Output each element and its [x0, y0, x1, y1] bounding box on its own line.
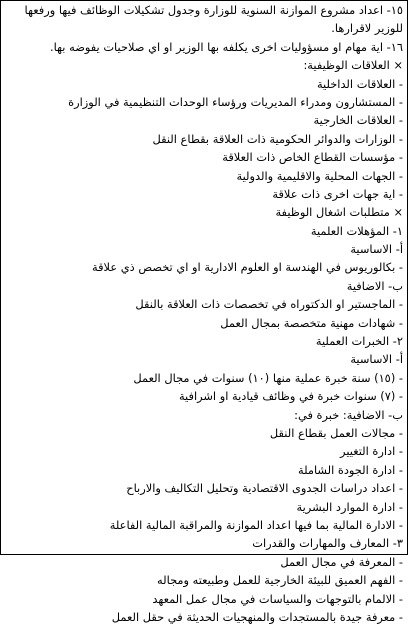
text-line: ب- الاضافية — [346, 278, 403, 293]
text-line: - ادارة الجودة الشاملة — [297, 462, 403, 477]
text-line: - الماجستير او الدكتوراه في تخصصات ذات العلاقة بالنقل — [135, 297, 403, 312]
text-line: ١٦- اية مهام او مسؤوليات اخرى يكلفه بها الوزير او اي صلاحيات يفوضه بها. — [49, 39, 403, 54]
text-line: أ- الاساسية — [350, 352, 403, 367]
text-line: - معرفة جيدة بالمستجدات والمنهجيات الحديثة في حقل العمل — [111, 609, 403, 624]
text-line: - اية جهات اخرى ذات علاقة — [272, 186, 403, 201]
text-line: ١٥- اعداد مشروع الموازنة السنوية للوزارة وجدول تشكيلات الوظائف فيها ورفعها — [24, 3, 403, 17]
text-line: - الجهات المحلية والاقليمية والدولية — [236, 168, 403, 183]
text-line: - مؤسسات القطاع الخاص ذات العلاقة — [222, 150, 403, 165]
text-line: ٣- المعارف والمهارات والقدرات — [252, 536, 403, 551]
text-line: - اعداد دراسات الجدوى الاقتصادية وتحليل التكاليف والارباح — [126, 481, 403, 496]
text-line: - ادارة الموارد البشرية — [296, 499, 403, 514]
text-line: أ- الاساسية — [350, 242, 403, 257]
text-line: - المستشارون ومدراء المديريات ورؤساء الوحدات التنظيمية في الوزارة — [68, 94, 403, 109]
text-line: للوزير لاقرارها. — [331, 21, 403, 36]
text-line: - بكالوريوس في الهندسة او العلوم الادارية او اي تخصص ذي علاقة — [92, 260, 403, 275]
text-line: - (١٥) سنة خبرة عملية منها (١٠) سنوات في مجال العمل — [133, 370, 403, 385]
text-line: × متطلبات اشغال الوظيفة — [275, 205, 403, 220]
text-line: - المعرفة في مجال العمل — [280, 554, 403, 569]
text-line: - العلاقات الداخلية — [316, 76, 403, 91]
text-line: - ادارة التغيير — [340, 444, 403, 459]
text-line: ١- المؤهلات العلمية — [310, 223, 403, 238]
text-line: - العلاقات الخارجية — [313, 113, 403, 128]
text-line: - الوزارات والدوائر الحكومية ذات العلاقة بقطاع النقل — [152, 131, 403, 146]
text-line: - الالمام بالتوجهات والسياسات في مجال عمل المعهد — [152, 591, 403, 606]
text-line: - (٧) سنوات خبرة في وظائف قيادية او اشرافية — [178, 389, 403, 404]
text-line: ٢- الخبرات العملية — [315, 334, 403, 349]
text-line: - مجالات العمل بقطاع النقل — [269, 425, 403, 440]
text-line: - شهادات مهنية متخصصة بمجال العمل — [220, 315, 403, 330]
text-line: ب- الاضافية: خبرة في: — [294, 407, 403, 422]
text-line: - الفهم العميق للبيئة الخارجية للعمل وطبيعته ومجاله — [157, 573, 403, 588]
text-line: - الادارة المالية بما فيها اعداد الموازنة والمراقبة المالية الفاعلة — [109, 517, 403, 532]
text-line: × العلاقات الوظيفية: — [303, 58, 403, 73]
